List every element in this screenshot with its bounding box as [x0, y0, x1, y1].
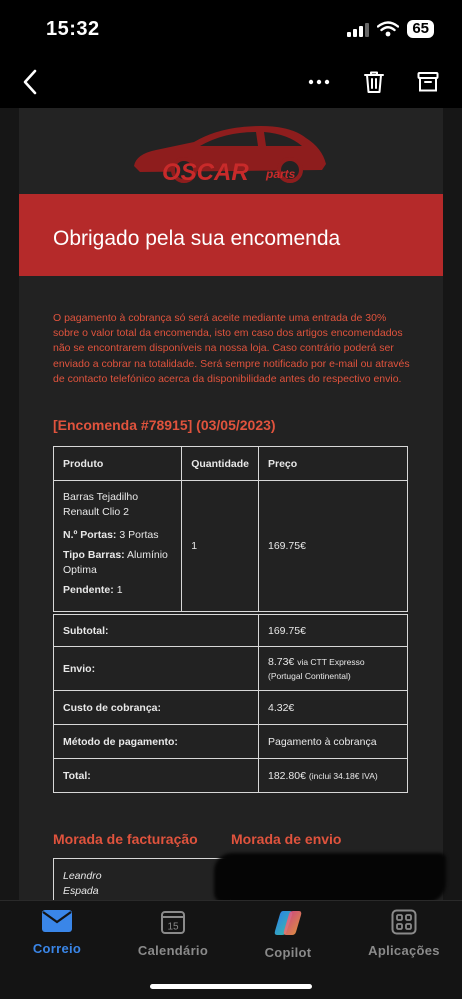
brand-logo [19, 108, 443, 194]
tab-apps-label: Aplicações [368, 943, 440, 958]
copilot-icon [273, 909, 303, 937]
wifi-icon [377, 21, 399, 37]
header-price: Preço [258, 447, 407, 481]
order-table [53, 446, 408, 793]
cod-fee-row [54, 691, 408, 725]
header-product: Produto [54, 447, 182, 481]
mail-icon [41, 909, 73, 933]
payment-method-value: Pagamento à cobrança [258, 725, 407, 759]
more-horizontal-icon [308, 79, 330, 85]
product-bar-type: Tipo Barras: Alumínio Optima [63, 549, 168, 576]
subtotal-value: 169.75€ [258, 615, 407, 647]
email-body [19, 108, 443, 900]
billing-address-line: Espada [63, 885, 99, 897]
tab-calendar-label: Calendário [137, 943, 209, 958]
product-cell [54, 481, 182, 612]
tab-copilot-label: Copilot [264, 945, 312, 960]
shipping-value-cell [258, 647, 407, 691]
product-price: 169.75€ [258, 481, 407, 612]
payment-method-row [54, 725, 408, 759]
more-button[interactable] [301, 64, 337, 100]
tab-copilot[interactable] [233, 909, 343, 960]
order-table-header [54, 447, 408, 481]
total-label: Total: [54, 759, 259, 793]
banner-title: Obrigado pela sua encomenda [53, 227, 341, 250]
archive-icon [417, 71, 439, 93]
total-row [54, 759, 408, 793]
tab-calendar[interactable] [118, 909, 228, 958]
email-content[interactable] [0, 108, 462, 900]
table-row [54, 481, 408, 612]
home-indicator[interactable] [150, 984, 312, 989]
tab-mail-label: Correio [32, 941, 82, 956]
status-icons [347, 20, 434, 38]
shipping-address-title: Morada de envio [231, 831, 342, 847]
tab-apps[interactable] [349, 909, 459, 958]
subtotal-label: Subtotal: [54, 615, 259, 647]
calendar-icon [160, 909, 186, 935]
status-time: 15:32 [46, 18, 100, 40]
payment-method-label: Método de pagamento: [54, 725, 259, 759]
calendar-day: 15 [167, 921, 179, 933]
product-pending: Pendente: 1 [63, 584, 123, 596]
shipping-row [54, 647, 408, 691]
product-quantity: 1 [182, 481, 259, 612]
header-quantity: Quantidade [182, 447, 259, 481]
status-bar [0, 0, 462, 58]
logo-suffix: parts [266, 167, 296, 181]
cellular-signal-icon [347, 21, 369, 37]
tab-mail[interactable] [2, 909, 112, 956]
trash-icon [363, 70, 385, 94]
delete-button[interactable] [356, 64, 392, 100]
cod-fee-value: 4.32€ [258, 691, 407, 725]
total-value: 182.80€ [267, 769, 306, 782]
thank-you-banner [19, 194, 443, 276]
billing-address-line: Leandro [63, 870, 102, 882]
order-title: [Encomenda #78915] (03/05/2023) [53, 417, 276, 433]
redacted-area [214, 853, 446, 900]
apps-icon [391, 909, 417, 935]
shipping-value: 8.73€ [267, 655, 295, 668]
logo-text: OSCAR [162, 159, 249, 186]
payment-notice: O pagamento à cobrança só será aceite mediante uma entrada de 30% sobre o valor total da encomenda, isto em caso dos artigos encomendados não se encontrarem disponíveis na nossa loja. Caso contrário poderá ser enviado a cobrar na totalidade. Será sempre notificado por e-mail ou através de contacto telefónico acerca da disponibilidade antes do respectivo envio. [53, 312, 410, 385]
back-button[interactable] [12, 64, 48, 100]
email-nav-bar [0, 58, 462, 108]
archive-button[interactable] [410, 64, 446, 100]
product-doors: N.º Portas: 3 Portas [63, 529, 159, 541]
shipping-note: via CTT Expresso (Portugal Continental) [267, 656, 365, 681]
shipping-label: Envio: [54, 647, 259, 691]
subtotal-row [54, 615, 408, 647]
product-name: Barras Tejadilho Renault Clio 2 [63, 491, 139, 518]
total-note: (inclui 34.18€ IVA) [308, 770, 378, 781]
total-value-cell [258, 759, 407, 793]
car-logo-icon [126, 116, 336, 186]
chevron-left-icon [21, 69, 39, 95]
billing-address-box [53, 858, 231, 900]
battery-indicator: 65 [407, 20, 434, 38]
cod-fee-label: Custo de cobrança: [54, 691, 259, 725]
billing-address-title: Morada de facturação [53, 831, 198, 847]
